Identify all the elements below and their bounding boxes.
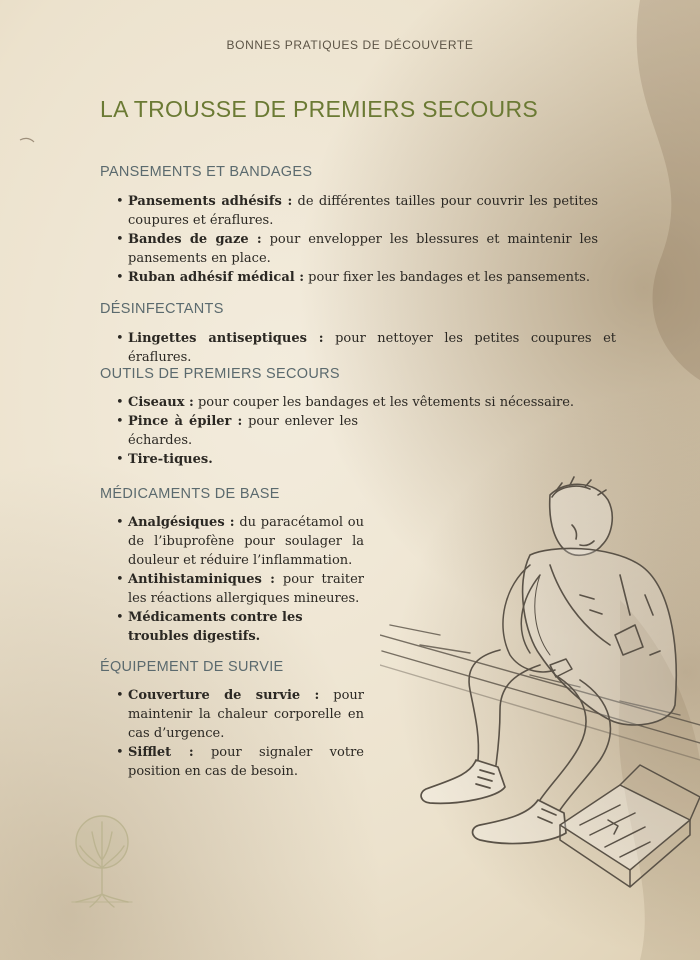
item-text: pour maintenir la chaleur corporelle en cas d’urgence.	[128, 688, 365, 741]
tree-of-life-icon	[64, 812, 140, 908]
section-heading-outils: OUTILS DE PREMIERS SECOURS	[100, 366, 340, 382]
item-text: pour fixer les bandages et les pansements.	[304, 270, 590, 285]
running-head: BONNES PRATIQUES DE DÉCOUVERTE	[226, 38, 474, 52]
list-item	[116, 393, 598, 412]
hiker-first-aid-illustration	[380, 475, 700, 895]
item-term: Pansements adhésifs :	[128, 194, 293, 209]
section-heading-desinfectants: DÉSINFECTANTS	[100, 301, 224, 317]
list-item	[116, 230, 598, 268]
list-item	[116, 268, 598, 287]
item-text: pour nettoyer les petites coupures et éraflures.	[128, 331, 616, 365]
item-text: pour signaler votre position en cas de besoin.	[128, 745, 364, 779]
item-text: de différentes tailles pour couvrir les petites coupures et éraflures.	[128, 194, 598, 228]
list-desinfectants	[116, 329, 616, 367]
chapter-title: LA TROUSSE DE PREMIERS SECOURS	[100, 96, 539, 122]
item-term: Lingettes antiseptiques :	[128, 331, 324, 346]
section-heading-pansements: PANSEMENTS ET BANDAGES	[100, 164, 313, 180]
item-text: pour envelopper les blessures et maintenir les pansements en place.	[128, 232, 598, 266]
list-item	[116, 686, 364, 743]
item-term: Antihistaminiques :	[128, 572, 275, 587]
item-term: Ruban adhésif médical :	[128, 270, 305, 285]
list-item	[116, 743, 364, 781]
list-item	[116, 192, 598, 230]
list-pansements	[116, 192, 598, 287]
item-term: Bandes de gaze :	[128, 232, 262, 247]
list-item	[116, 608, 364, 646]
item-text: pour enlever les échardes.	[128, 414, 358, 448]
item-text: pour traiter les réactions allergiques mineures.	[128, 572, 364, 606]
section-heading-equipement: ÉQUIPEMENT DE SURVIE	[100, 659, 284, 675]
list-item	[116, 570, 364, 608]
item-term: Tire-tiques.	[128, 452, 213, 467]
list-item	[116, 513, 364, 570]
list-equipement	[116, 686, 364, 781]
list-medicaments	[116, 513, 364, 646]
item-text: du paracétamol ou de l’ibuprofène pour soulager la douleur et réduire l’inflammation.	[128, 515, 364, 568]
item-term: Pince à épiler :	[128, 414, 243, 429]
list-outils	[116, 393, 598, 469]
list-item	[116, 329, 616, 367]
item-term: Médicaments contre les troubles digestifs.	[128, 610, 303, 644]
item-term: Sifflet :	[128, 745, 194, 760]
list-item	[116, 450, 598, 469]
list-item	[116, 412, 358, 450]
section-heading-medicaments: MÉDICAMENTS DE BASE	[100, 486, 280, 502]
item-term: Ciseaux :	[128, 395, 194, 410]
item-term: Couverture de survie :	[128, 688, 320, 703]
item-term: Analgésiques :	[128, 515, 235, 530]
item-text: pour couper les bandages et les vêtements si nécessaire.	[193, 395, 575, 410]
